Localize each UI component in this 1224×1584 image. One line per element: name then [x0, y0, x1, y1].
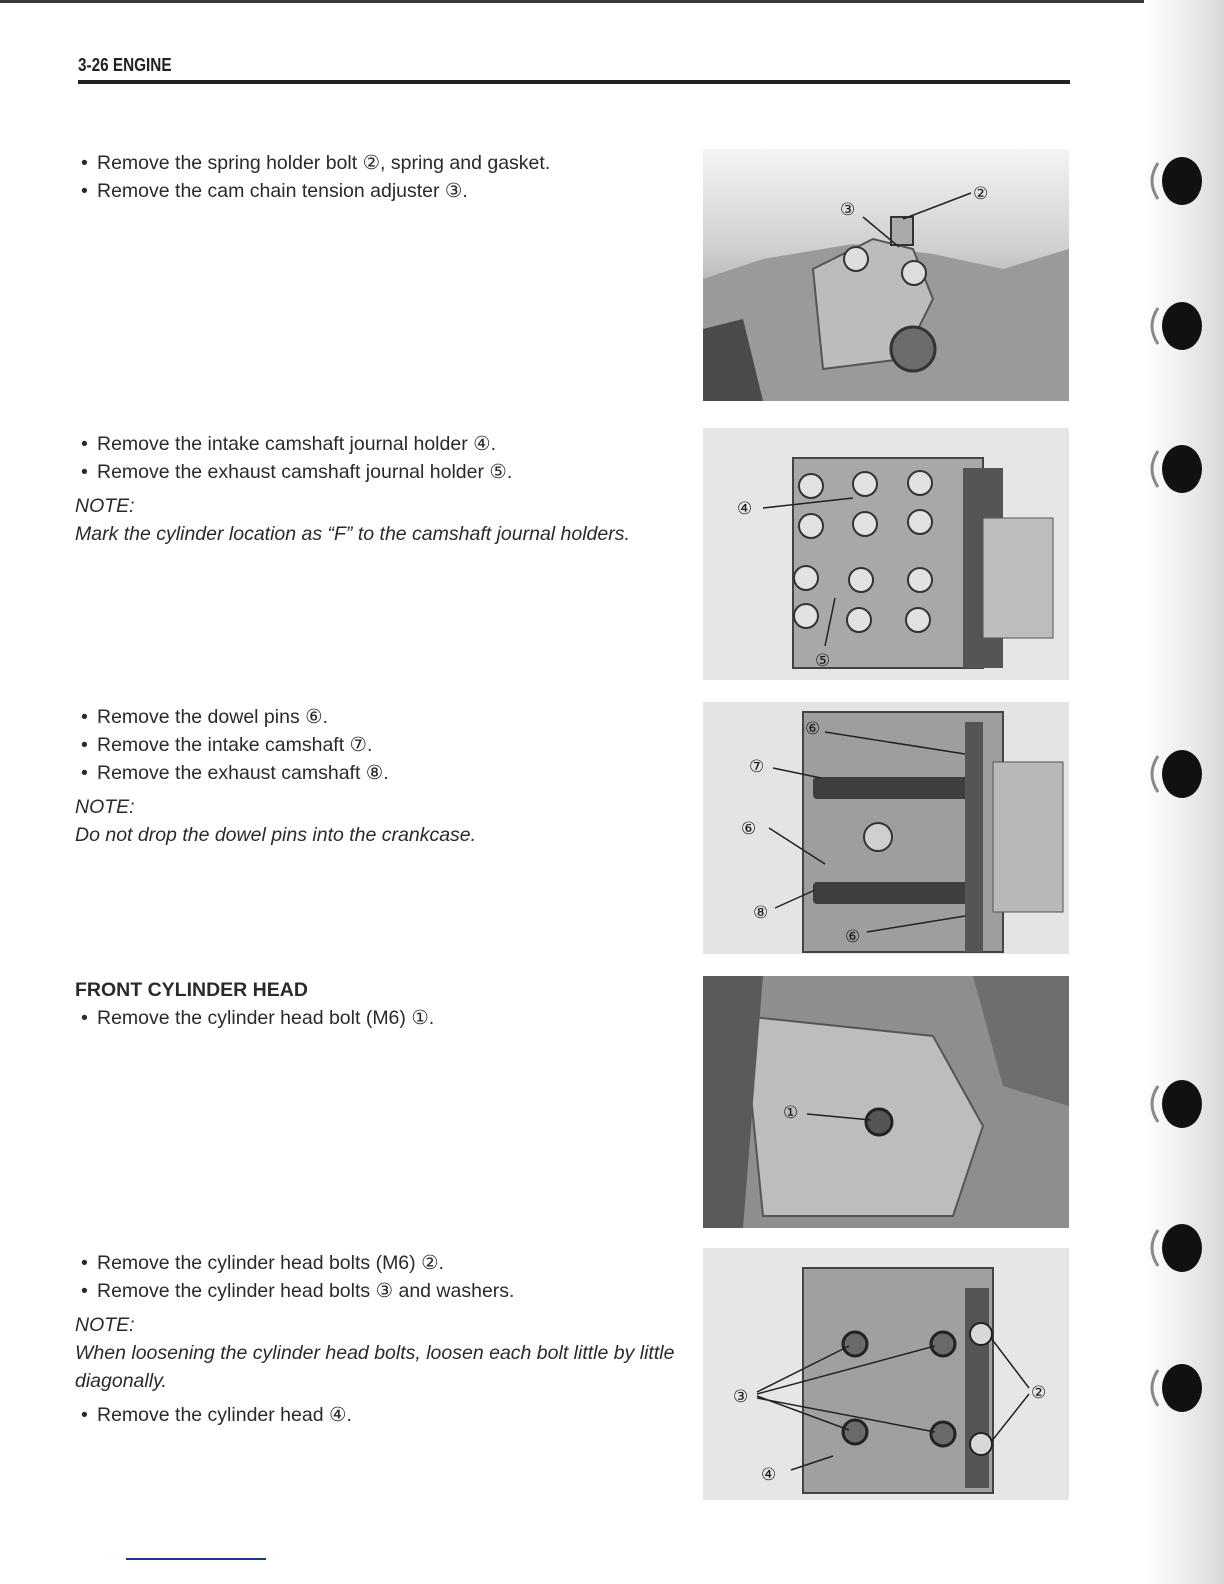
binder-hole-4: [1140, 748, 1204, 800]
callout-label: ⑥: [845, 927, 861, 947]
instruction-bullet: • Remove the intake camshaft journal holder ④.: [75, 430, 675, 458]
callout-label: ⑥: [741, 819, 757, 839]
step-block-3: [75, 703, 675, 849]
photo-camshafts-dowel-pins: [703, 702, 1069, 954]
callout-label: ③: [840, 200, 856, 220]
callout-label: ④: [761, 1465, 777, 1485]
photo-front-cylinder-head-bolt: [703, 976, 1069, 1228]
page-top-edge: [0, 0, 1150, 3]
footer-rule: [126, 1558, 266, 1560]
binder-hole-5: [1140, 1078, 1204, 1130]
note-text: When loosening the cylinder head bolts, loosen each bolt little by little diagonally.: [75, 1342, 675, 1392]
instruction-bullet: • Remove the spring holder bolt ②, spring and gasket.: [75, 149, 675, 177]
callout-label: ⑥: [805, 719, 821, 739]
step-block-2: [75, 430, 675, 548]
binder-hole-6: [1140, 1222, 1204, 1274]
instruction-bullet: • Remove the cylinder head bolt (M6) ①.: [75, 1004, 675, 1032]
binder-hole-1: [1140, 155, 1204, 207]
instruction-bullet: • Remove the exhaust camshaft ⑧.: [75, 759, 675, 787]
callout-label: ④: [737, 499, 753, 519]
step-block-5: [75, 1249, 675, 1429]
instruction-bullet: • Remove the cylinder head bolts (M6) ②.: [75, 1249, 675, 1277]
callout-label: ⑧: [753, 903, 769, 923]
callout-label: ⑦: [749, 757, 765, 777]
binder-hole-3: [1140, 443, 1204, 495]
step-block-1: [75, 149, 675, 205]
instruction-bullet: • Remove the cylinder head ④.: [75, 1401, 675, 1429]
callout-label: ②: [1031, 1383, 1047, 1403]
photo-cam-chain-tensioner: [703, 149, 1069, 401]
step-block-4: [75, 976, 675, 1032]
section-heading: FRONT CYLINDER HEAD: [75, 979, 308, 1001]
note-label: NOTE:: [75, 1314, 135, 1336]
photo-cylinder-head-bolts: [703, 1248, 1069, 1500]
binder-hole-7: [1140, 1362, 1204, 1414]
binder-hole-2: [1140, 300, 1204, 352]
instruction-bullet: • Remove the exhaust camshaft journal holder ⑤.: [75, 458, 675, 486]
callout-label: ⑤: [815, 651, 831, 671]
note-text: Do not drop the dowel pins into the crankcase.: [75, 824, 477, 846]
instruction-bullet: • Remove the dowel pins ⑥.: [75, 703, 675, 731]
page-header: [78, 55, 1070, 76]
page-header-title: 3-26 ENGINE: [78, 55, 172, 75]
note-label: NOTE:: [75, 796, 135, 818]
instruction-bullet: • Remove the cylinder head bolts ③ and washers.: [75, 1277, 675, 1305]
instruction-bullet: • Remove the cam chain tension adjuster ③.: [75, 177, 675, 205]
callout-label: ③: [733, 1387, 749, 1407]
instruction-bullet: • Remove the intake camshaft ⑦.: [75, 731, 675, 759]
note-label: NOTE:: [75, 495, 135, 517]
header-rule: [78, 80, 1070, 84]
photo-camshaft-journal-holders: [703, 428, 1069, 680]
note-text: Mark the cylinder location as “F” to the camshaft journal holders.: [75, 523, 630, 545]
callout-label: ①: [783, 1103, 799, 1123]
callout-label: ②: [973, 184, 989, 204]
